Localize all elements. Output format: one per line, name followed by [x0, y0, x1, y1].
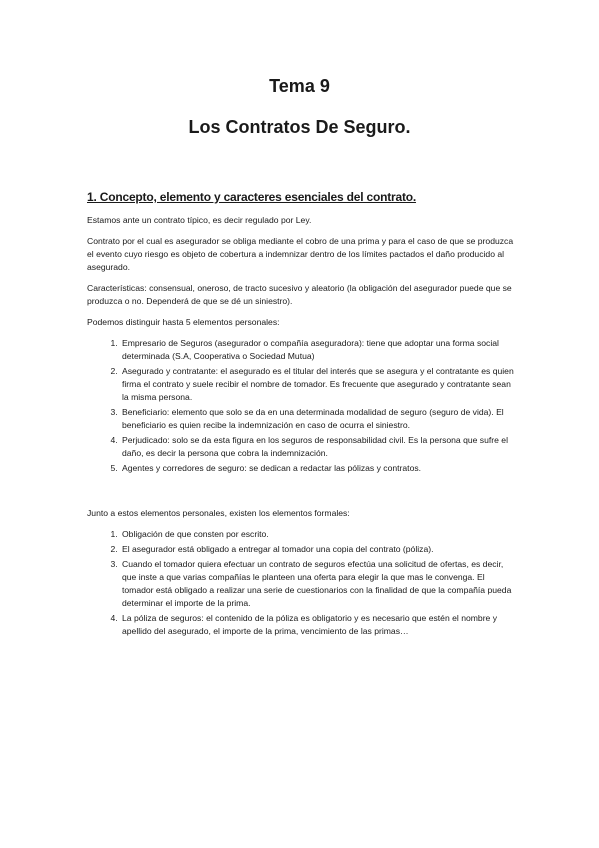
document-title: Los Contratos De Seguro.: [188, 117, 411, 137]
topic-number-title: Tema 9: [269, 76, 330, 96]
document-body: [87, 190, 515, 646]
list-item: 1. Obligación de que consten por escrito.: [120, 528, 515, 541]
paragraph-personal-intro: Podemos distinguir hasta 5 elementos personales:: [87, 317, 280, 327]
formal-elements-list: [87, 528, 515, 638]
paragraph-definition-intro: Estamos ante un contrato típico, es decir regulado por Ley.: [87, 215, 312, 225]
personal-elements-list: [87, 337, 515, 475]
paragraph-definition: Contrato por el cual es asegurador se obliga mediante el cobro de una prima y para el caso de que se produzca el evento cuyo riesgo es objeto de cobertura a indemnizar dentro de los límites pactados el daño producido al asegurado.: [87, 236, 514, 272]
list-item: 3. Beneficiario: elemento que solo se da en una determinada modalidad de seguro (seguro de vida). El beneficiario es quien recibe la indemnización en caso de ocurra el siniestro.: [120, 406, 515, 432]
list-item: 1. Empresario de Seguros (asegurador o compañía aseguradora): tiene que adoptar una forma social determinada (S.A, Cooperativa o Sociedad Mutua): [120, 337, 515, 363]
list-item: 2. El asegurador está obligado a entregar al tomador una copia del contrato (póliza).: [120, 543, 515, 556]
paragraph-characteristics: Características: consensual, oneroso, de tracto sucesivo y aleatorio (la obligación del asegurador puede que se produzca o no. Dependerá de que se dé un siniestro).: [87, 283, 512, 306]
list-item: 2. Asegurado y contratante: el asegurado es el titular del interés que se asegura y el contratante es quien firma el contrato y suele recibir el nombre de tomador. Es frecuente que asegurado y contratante sean la misma persona.: [120, 365, 515, 404]
list-item: 5. Agentes y corredores de seguro: se dedican a redactar las pólizas y contratos.: [120, 462, 515, 475]
list-item: 3. Cuando el tomador quiera efectuar un contrato de seguros efectúa una solicitud de ofertas, es decir, que inste a que varias compañías le planteen una oferta para elegir la que mas le convenga. El tomador está obligado a realizar una serie de cuestionarios con la finalidad de que la compañía pueda determinar el importe de la prima.: [120, 558, 515, 610]
spacer: [87, 483, 515, 507]
paragraph-formal-intro: Junto a estos elementos personales, existen los elementos formales:: [87, 508, 350, 518]
list-item: 4. La póliza de seguros: el contenido de la póliza es obligatorio y es necesario que estén el nombre y apellido del asegurado, el importe de la prima, vencimiento de las primas…: [120, 612, 515, 638]
list-item: 4. Perjudicado: solo se da esta figura en los seguros de responsabilidad civil. Es la persona que sufre el daño, es decir la persona que cobra la indemnización.: [120, 434, 515, 460]
section-heading: 1. Concepto, elemento y caracteres esenciales del contrato.: [87, 190, 417, 204]
